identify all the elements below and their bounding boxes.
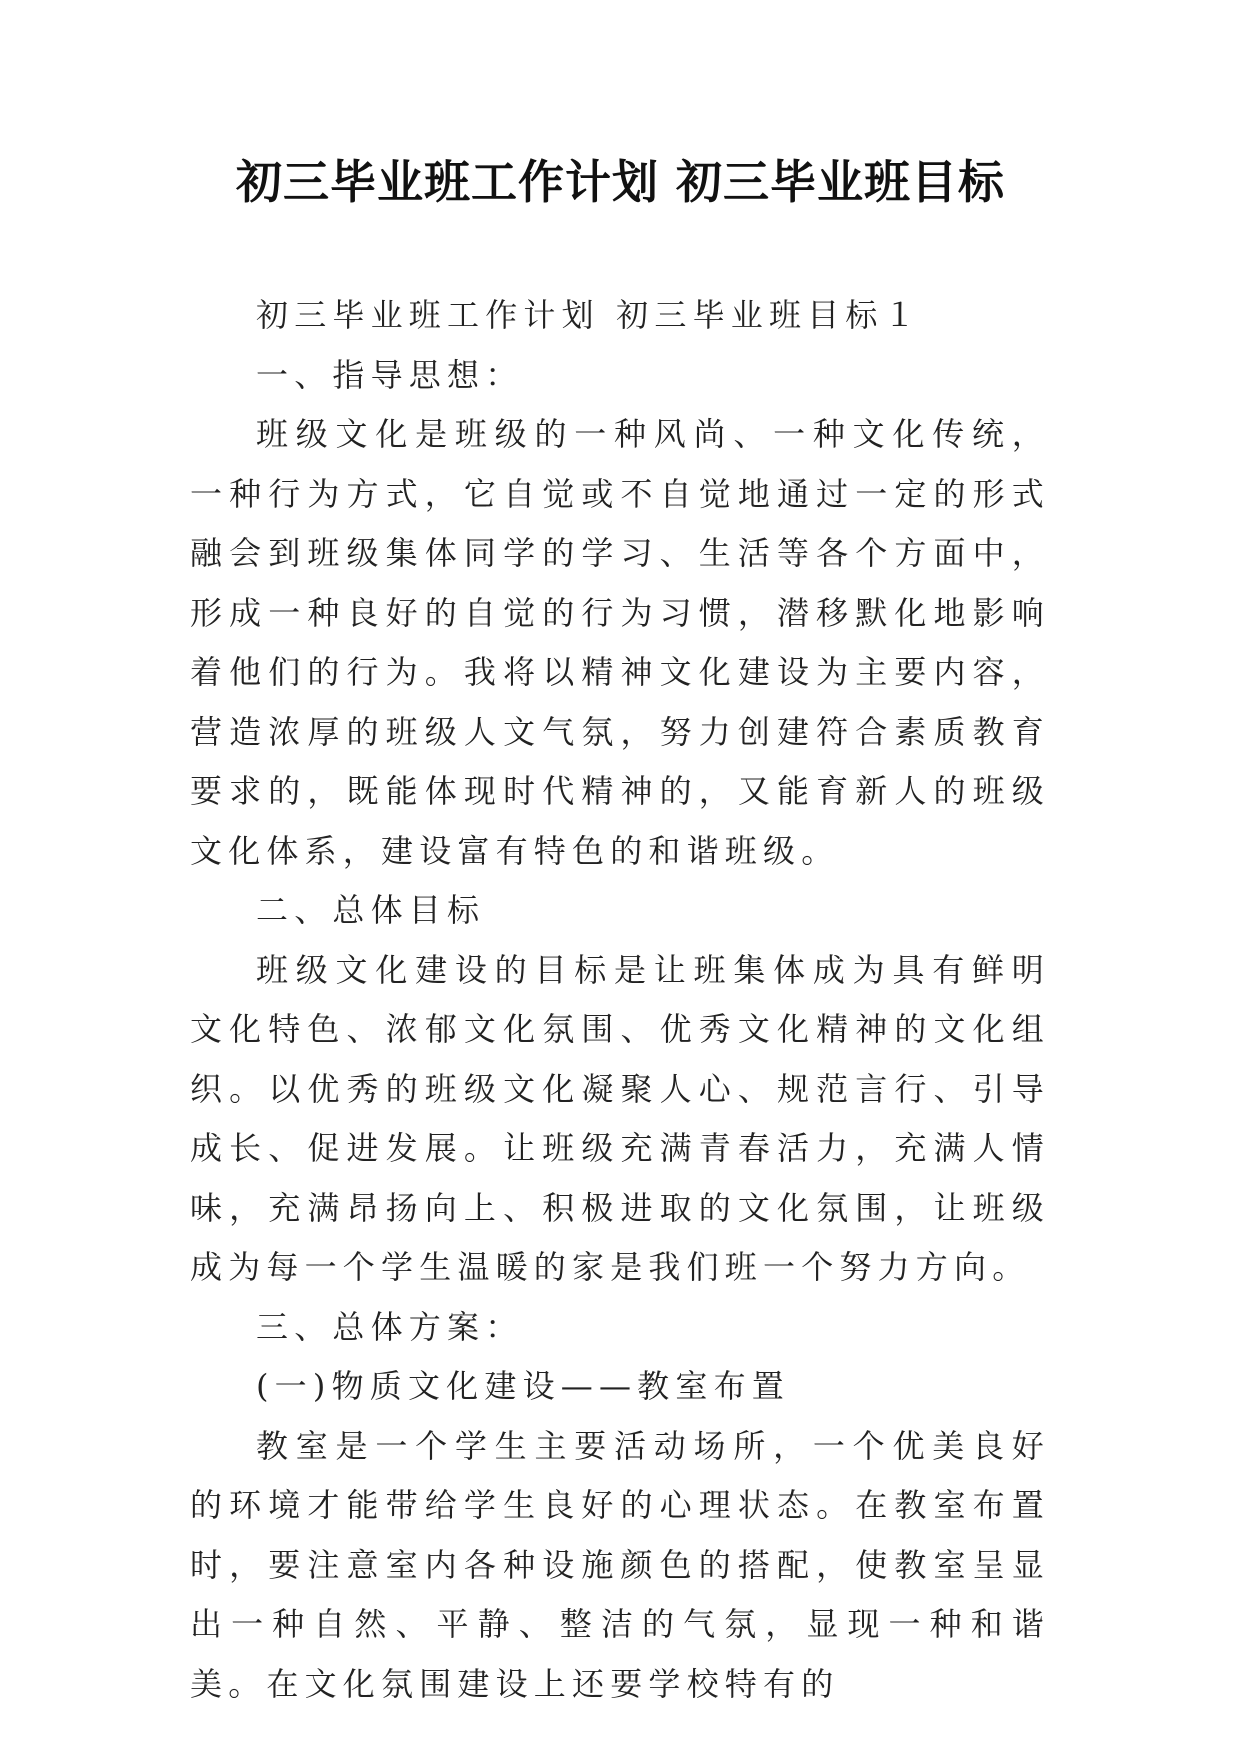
section-heading: 一、指导思想： [256, 355, 524, 394]
section-heading: 三、总体方案： [256, 1307, 524, 1346]
section-heading: 初三毕业班工作计划 初三毕业班目标１ [256, 296, 922, 334]
document-title: 初三毕业班工作计划 初三毕业班目标 [235, 155, 1005, 209]
document-body [190, 286, 1050, 1714]
paragraph: 班级文化建设的目标是让班集体成为具有鲜明文化特色、浓郁文化氛围、优秀文化精神的文化组织。以优秀的班级文化凝聚人心、规范言行、引导成长、促进发展。让班级充满青春活力，充满人情味，充满昂扬向上、积极进取的文化氛围，让班级成为每一个学生温暖的家是我们班一个努力方向。 [190, 950, 1050, 1286]
section-heading: 二、总体目标 [256, 891, 486, 929]
subsection-heading: (一)物质文化建设——教室布置 [256, 1367, 790, 1405]
paragraph: 教室是一个学生主要活动场所，一个优美良好的环境才能带给学生良好的心理状态。在教室布置时，要注意室内各种设施颜色的搭配，使教室呈显出一种自然、平静、整洁的气氛，显现一种和谐美。在文化氛围建设上还要学校特有的 [190, 1426, 1050, 1703]
paragraph: 班级文化是班级的一种风尚、一种文化传统，一种行为方式，它自觉或不自觉地通过一定的形式融会到班级集体同学的学习、生活等各个方面中，形成一种良好的自觉的行为习惯，潜移默化地影响着他们的行为。我将以精神文化建设为主要内容，营造浓厚的班级人文气氛，努力创建符合素质教育要求的，既能体现时代精神的，又能育新人的班级文化体系，建设富有特色的和谐班级。 [190, 415, 1050, 870]
